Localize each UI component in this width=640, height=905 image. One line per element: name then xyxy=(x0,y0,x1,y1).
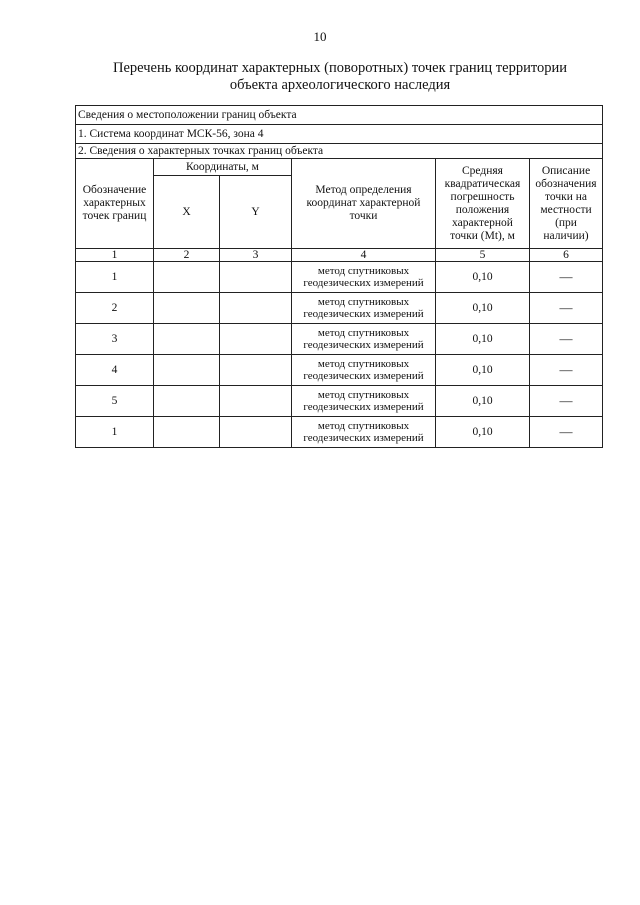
point-description: — xyxy=(530,324,603,355)
header-coordinates: Координаты, м xyxy=(154,159,292,176)
coordinate-y xyxy=(220,293,292,324)
coordinate-x xyxy=(154,293,220,324)
column-number: 6 xyxy=(530,249,603,262)
point-error: 0,10 xyxy=(436,262,530,293)
point-description: — xyxy=(530,355,603,386)
coordinate-x xyxy=(154,417,220,448)
table-row xyxy=(76,262,603,293)
section-row-location xyxy=(76,106,603,125)
point-method: метод спутниковых геодезических измерений xyxy=(292,324,436,355)
column-number: 5 xyxy=(436,249,530,262)
column-number: 3 xyxy=(220,249,292,262)
page-number: 10 xyxy=(313,29,327,44)
point-description: — xyxy=(530,293,603,324)
coordinates-table xyxy=(75,105,603,448)
point-error: 0,10 xyxy=(436,324,530,355)
point-description: — xyxy=(530,386,603,417)
coordinate-y xyxy=(220,324,292,355)
section-points: 2. Сведения о характерных точках границ объекта xyxy=(76,144,603,159)
point-designation: 1 xyxy=(76,262,154,293)
header-method: Метод определения координат характерной точки xyxy=(292,159,436,249)
title-line-2: объекта археологического наследия xyxy=(229,77,451,93)
point-method: метод спутниковых геодезических измерений xyxy=(292,386,436,417)
point-method: метод спутниковых геодезических измерений xyxy=(292,262,436,293)
section-location: Сведения о местоположении границ объекта xyxy=(76,106,603,125)
point-error: 0,10 xyxy=(436,417,530,448)
column-number-row xyxy=(76,249,603,262)
table-row xyxy=(76,324,603,355)
coordinate-x xyxy=(154,324,220,355)
column-number: 2 xyxy=(154,249,220,262)
table-row xyxy=(76,386,603,417)
document-title xyxy=(60,60,620,94)
header-x: X xyxy=(154,176,220,249)
header-designation: Обозначение характерных точек границ xyxy=(76,159,154,249)
column-number: 1 xyxy=(76,249,154,262)
point-method: метод спутниковых геодезических измерений xyxy=(292,417,436,448)
section-row-points xyxy=(76,144,603,159)
title-line-1: Перечень координат характерных (поворотных) точек границ территории xyxy=(112,60,568,76)
header-error: Средняя квадратическая погрешность положения характерной точки (Mt), м xyxy=(436,159,530,249)
section-system: 1. Система координат МСК-56, зона 4 xyxy=(76,125,603,144)
point-description: — xyxy=(530,262,603,293)
coordinate-y xyxy=(220,355,292,386)
section-row-system xyxy=(76,125,603,144)
coordinate-x xyxy=(154,386,220,417)
coordinate-y xyxy=(220,386,292,417)
point-designation: 5 xyxy=(76,386,154,417)
table-row xyxy=(76,293,603,324)
point-designation: 4 xyxy=(76,355,154,386)
point-error: 0,10 xyxy=(436,386,530,417)
point-method: метод спутниковых геодезических измерений xyxy=(292,355,436,386)
header-row-1 xyxy=(76,159,603,176)
header-y: Y xyxy=(220,176,292,249)
table-row xyxy=(76,355,603,386)
point-designation: 2 xyxy=(76,293,154,324)
coordinate-x xyxy=(154,355,220,386)
point-description: — xyxy=(530,417,603,448)
point-designation: 3 xyxy=(76,324,154,355)
table-row xyxy=(76,417,603,448)
coordinate-x xyxy=(154,262,220,293)
column-number: 4 xyxy=(292,249,436,262)
header-description: Описание обозначения точки на местности (при наличии) xyxy=(530,159,603,249)
point-error: 0,10 xyxy=(436,293,530,324)
point-error: 0,10 xyxy=(436,355,530,386)
coordinate-y xyxy=(220,417,292,448)
point-method: метод спутниковых геодезических измерений xyxy=(292,293,436,324)
point-designation: 1 xyxy=(76,417,154,448)
coordinate-y xyxy=(220,262,292,293)
